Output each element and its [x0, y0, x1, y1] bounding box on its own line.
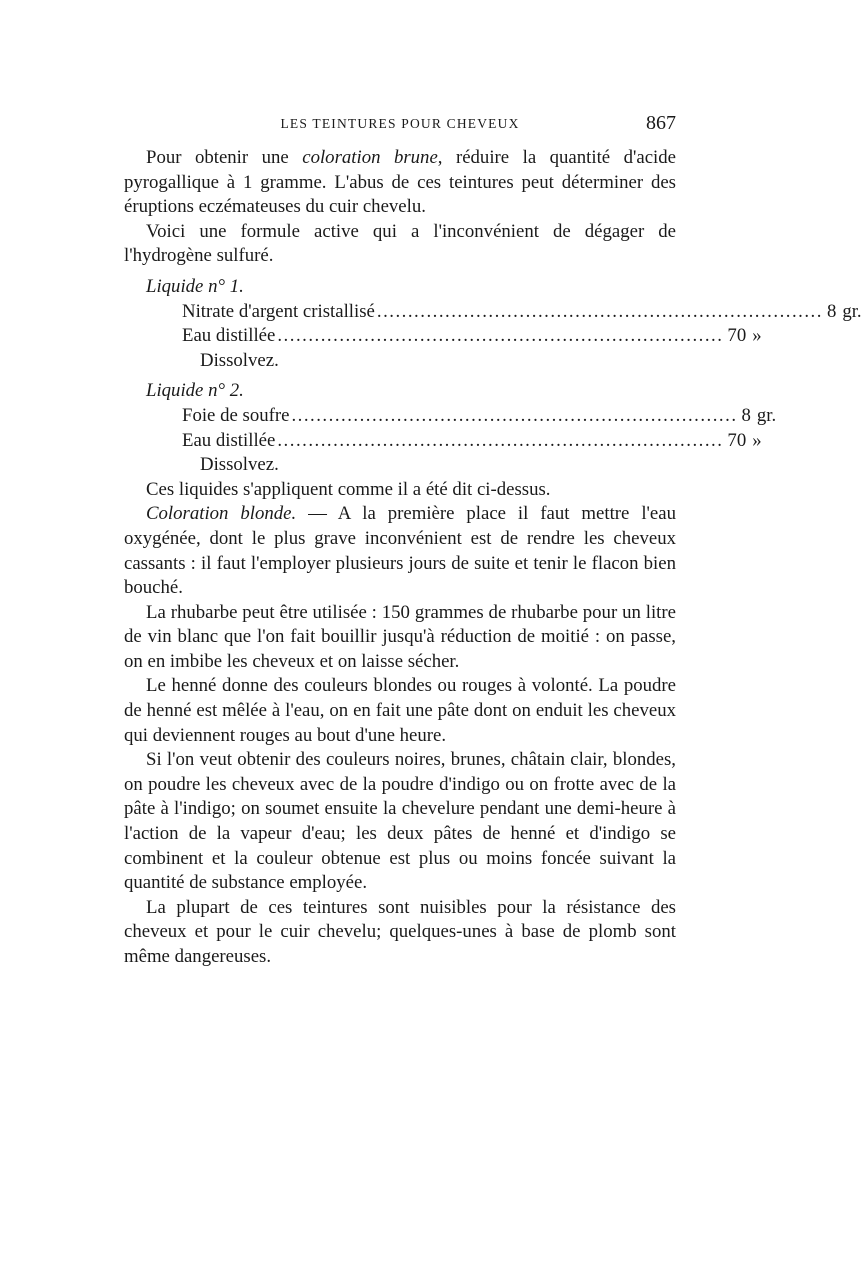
recipe-heading-number: n° 2.: [208, 380, 244, 402]
ingredient-quantity: 8: [826, 300, 837, 322]
italic-term: coloration brune: [302, 147, 438, 168]
ingredient-unit: »: [752, 325, 762, 347]
italic-term: Coloration blonde.: [146, 503, 297, 525]
ingredient-quantity: 8: [741, 404, 751, 426]
paragraph-coloration-blonde: [124, 502, 676, 600]
paragraph-rhubarbe: La rhubarbe peut être utilisée : 150 grammes de rhubarbe pour un litre de vin blanc que l'on fait bouillir jusqu'à réduction de moitié : on passe, on en imbibe les cheveux et on laisse sécher.: [124, 601, 676, 672]
paragraph-formule: Voici une formule active qui a l'inconvénient de dégager de l'hydrogène sulfuré.: [124, 220, 676, 267]
paragraph-henne: Le henné donne des couleurs blondes ou rouges à volonté. La poudre de henné est mêlée à l'eau, on en fait une pâte dont on enduit les cheveux qui deviennent rouges au bout d'une heure.: [124, 675, 676, 746]
ingredient-name: Nitrate d'argent cristallisé: [182, 300, 375, 322]
running-title: LES TEINTURES POUR CHEVEUX: [280, 116, 520, 131]
recipe-row: [124, 404, 777, 429]
leader-dots: ........................................................................: [277, 429, 724, 451]
leader-dots: ........................................................................: [277, 325, 724, 347]
paragraph-text: — A la première place il faut mettre l'eau oxygénée, dont le plus grave inconvénient est de rendre les cheveux cassants : il faut l'employer plusieurs jours de suite et tenir le flacon bien bouché.: [124, 503, 676, 599]
recipe-heading-label: Liquide: [146, 275, 204, 297]
paragraph-nuisibles: La plupart de ces teintures sont nuisibles pour la résistance des cheveux et pour le cuir chevelu; quelques-unes à base de plomb sont même dangereuses.: [124, 896, 676, 967]
recipe-heading-liquide-1: [124, 275, 676, 300]
page-number: 867: [646, 112, 676, 134]
ingredient-unit: gr.: [842, 300, 862, 322]
paragraph-application: Ces liquides s'appliquent comme il a été dit ci-dessus.: [146, 478, 551, 500]
recipe-instruction: Dissolvez.: [200, 454, 279, 476]
ingredient-name: Eau distillée: [182, 429, 276, 451]
page-body: [124, 146, 862, 970]
recipe-heading-liquide-2: [124, 379, 676, 404]
recipe-row: [124, 300, 862, 325]
ingredient-unit: gr.: [756, 404, 777, 426]
recipe-instruction: Dissolvez.: [200, 349, 279, 371]
ingredient-quantity: 70: [727, 325, 747, 347]
paragraph-coloration-brune: [124, 146, 676, 220]
ingredient-name: Eau distillée: [182, 325, 276, 347]
recipe-row: [124, 324, 762, 349]
recipe-heading-number: n° 1.: [208, 275, 244, 297]
recipe-row: [124, 429, 762, 454]
paragraph-text: , réduire la quantité d'acide pyrogallique à 1 gramme. L'abus de ces teintures peut déterminer des éruptions eczémateuses du cuir chevelu.: [124, 147, 676, 218]
ingredient-quantity: 70: [727, 429, 747, 451]
running-head: [124, 112, 676, 146]
paragraph-text: Pour obtenir une: [146, 147, 303, 168]
paragraph-indigo: Si l'on veut obtenir des couleurs noires, brunes, châtain clair, blondes, on poudre les cheveux avec de la poudre d'indigo ou on frotte avec de la pâte à l'indigo; on soumet ensuite la chevelure pendant une demi-heure à l'action de la vapeur d'eau; les deux pâtes de henné et d'indigo se combinent et la couleur obtenue est plus ou moins foncée suivant la quantité de substance employée.: [124, 749, 676, 894]
leader-dots: ........................................................................: [291, 404, 738, 426]
recipe-heading-label: Liquide: [146, 380, 204, 402]
leader-dots: ........................................................................: [376, 300, 823, 322]
ingredient-unit: »: [752, 429, 762, 451]
ingredient-name: Foie de soufre: [182, 404, 290, 426]
book-page: [124, 112, 862, 970]
